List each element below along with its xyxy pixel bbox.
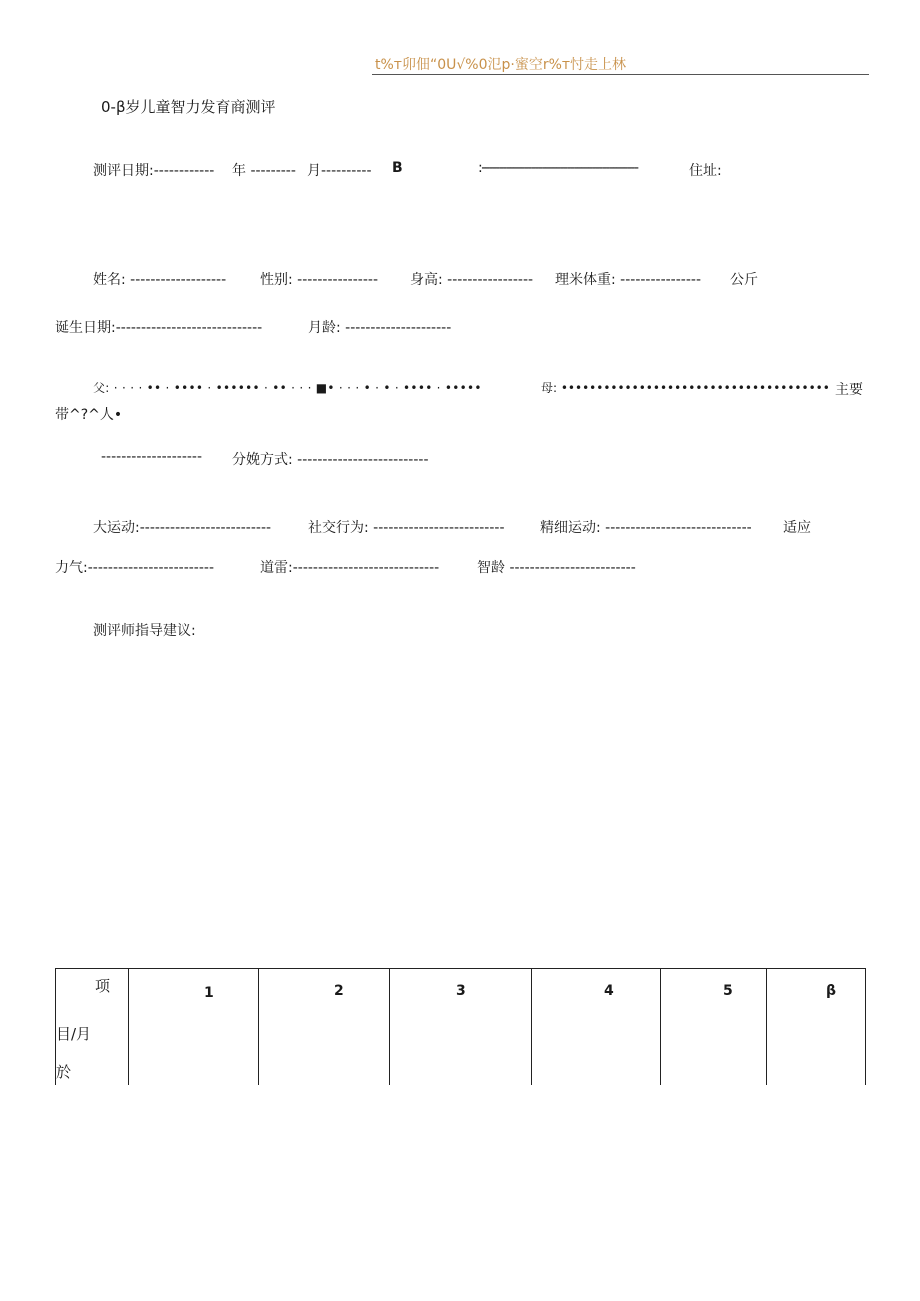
adaptive-ability-label: 力气:-------------------------: [55, 560, 215, 576]
address-label: 住址:: [689, 163, 722, 179]
caregiver-label-cont: 带^?^人•: [55, 407, 123, 423]
day-label: B: [392, 160, 403, 176]
month-cell-3: [390, 969, 532, 1086]
month-age-label: 月龄: ---------------------: [308, 320, 452, 336]
language-label: 道雷:-----------------------------: [260, 560, 440, 576]
month-cell-4: [532, 969, 661, 1086]
row-header-month: 目/月: [56, 1025, 92, 1043]
month-label: 月----------: [307, 163, 372, 179]
delivery-method-label: 分娩方式: --------------------------: [232, 452, 429, 468]
father-label: 父: · · · · •• · •••• · •••••• · •• · · · ■• · · · • · • · •••• · •••••: [93, 381, 482, 395]
fine-motor-label: 精细运动: -----------------------------: [540, 520, 752, 536]
gender-label: 性别: ----------------: [260, 272, 378, 288]
month-number: 2: [334, 983, 344, 999]
date-separator: :--------------------------------------------: [478, 160, 638, 176]
month-number: 3: [456, 983, 466, 999]
row-header-age: 於: [56, 1063, 72, 1081]
adaptive-label: 适应: [783, 520, 811, 536]
row-header-cell: [56, 969, 129, 1086]
mental-age-label: 智龄 -------------------------: [477, 560, 636, 576]
caregiver-label: 主要: [835, 382, 863, 398]
name-label: 姓名: -------------------: [93, 272, 227, 288]
month-cell-6: [767, 969, 866, 1086]
page-header: t%т卯佃“0U√%0氾p·蜜空r%т忖走上林: [375, 57, 627, 73]
assessment-table: [55, 968, 866, 1085]
table-row: [56, 969, 866, 1086]
year-label: 年 ---------: [232, 163, 296, 179]
mother-label: 母: ••••••••••••••••••••••••••••••••••••••: [541, 381, 830, 395]
height-label: 身高: -----------------: [410, 272, 534, 288]
month-cell-1: [129, 969, 259, 1086]
row-header-item: 项: [95, 977, 111, 995]
month-number: 1: [204, 985, 214, 1001]
social-behavior-label: 社交行为: --------------------------: [308, 520, 505, 536]
advice-label: 测评师指导建议:: [93, 623, 196, 639]
month-number: 5: [723, 983, 733, 999]
month-number: β: [826, 983, 837, 999]
kg-unit: 公斤: [730, 272, 758, 288]
month-cell-2: [259, 969, 390, 1086]
weight-label: 理米体重: ----------------: [555, 272, 701, 288]
month-number: 4: [604, 983, 614, 999]
gross-motor-label: 大运动:--------------------------: [93, 520, 272, 536]
month-cell-5: [661, 969, 767, 1086]
header-divider: [372, 74, 869, 75]
test-date-label: 测评日期:------------: [93, 163, 215, 179]
birth-date-label: 诞生日期:-----------------------------: [55, 320, 263, 336]
page-title: 0-β岁儿童智力发育商测评: [101, 98, 276, 116]
caregiver-field: --------------------: [101, 449, 203, 465]
